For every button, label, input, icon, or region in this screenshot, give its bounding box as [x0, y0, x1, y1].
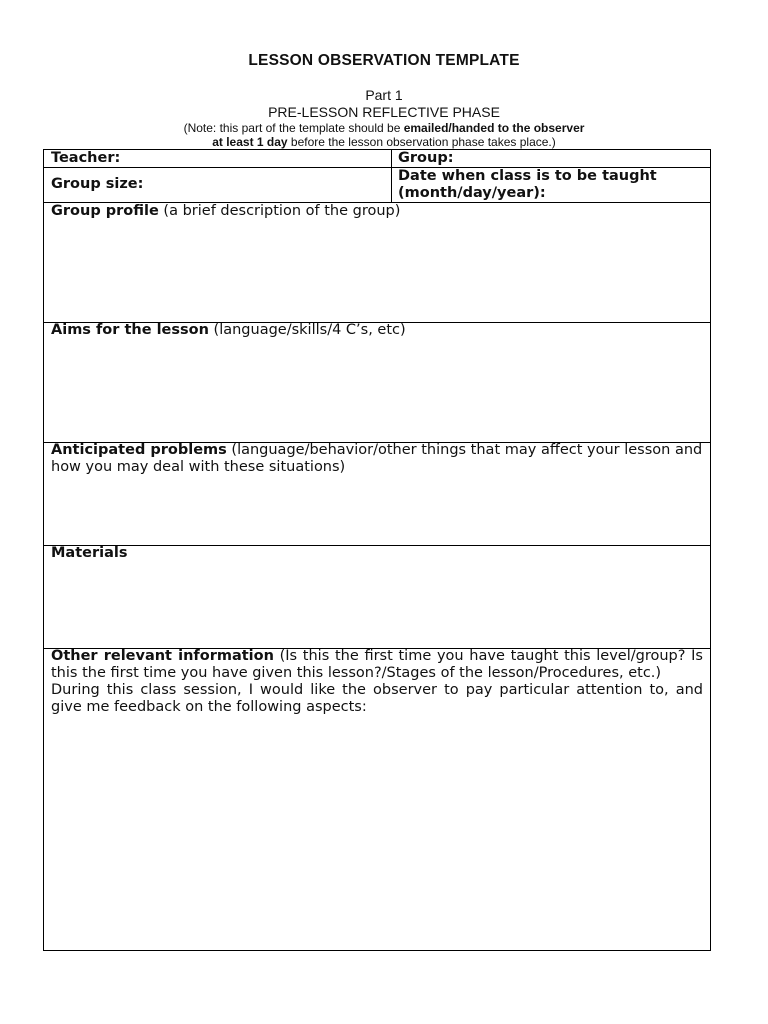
anticipated-problems-hint: (language/behavior/other things that may affect your lesson and how you may deal with these situations) — [51, 442, 703, 475]
date-label-line-2: (month/day/year): — [398, 185, 546, 201]
date-label-line-1: Date when class is to be taught — [398, 168, 657, 184]
column-divider — [391, 150, 392, 203]
anticipated-problems-section[interactable] — [51, 442, 703, 476]
observation-form — [43, 149, 711, 951]
anticipated-problems-label: Anticipated problems — [51, 442, 227, 458]
other-information-hint: (Is this the first time you have taught this level/group? Is this the first time you have given this lesson?/Stages of the lesson/Procedures, etc.) — [51, 648, 703, 681]
feedback-request-text: During this class session, I would like the observer to pay particular attention to, and give me feedback on the following aspects: — [51, 682, 703, 715]
note-prefix: (Note: this part of the template should be — [183, 121, 404, 135]
other-information-text — [51, 648, 703, 682]
other-information-section[interactable] — [51, 648, 703, 716]
aims-label: Aims for the lesson — [51, 322, 209, 338]
group-profile-hint: (a brief description of the group) — [158, 203, 401, 219]
aims-hint: (language/skills/4 C’s, etc) — [208, 322, 406, 338]
materials-section[interactable] — [51, 545, 703, 562]
note-line-2 — [0, 135, 768, 149]
group-size-field[interactable]: Group size: — [51, 176, 144, 192]
part-label: Part 1 — [365, 87, 403, 103]
group-field[interactable]: Group: — [398, 150, 454, 166]
note-line-1 — [0, 121, 768, 135]
phase-title: PRE-LESSON REFLECTIVE PHASE — [268, 104, 500, 120]
materials-label: Materials — [51, 545, 128, 561]
note-bold-1: emailed/handed to the observer — [403, 121, 585, 135]
teacher-field[interactable]: Teacher: — [51, 150, 121, 166]
note-suffix: before the lesson observation phase takes place.) — [287, 135, 556, 149]
aims-section[interactable] — [51, 322, 703, 339]
group-profile-section[interactable] — [51, 203, 703, 220]
date-field[interactable] — [398, 168, 708, 202]
page-title: LESSON OBSERVATION TEMPLATE — [248, 52, 520, 69]
group-profile-label: Group profile — [51, 203, 159, 219]
note-bold-2: at least 1 day — [212, 135, 288, 149]
other-information-label: Other relevant information — [51, 648, 274, 664]
